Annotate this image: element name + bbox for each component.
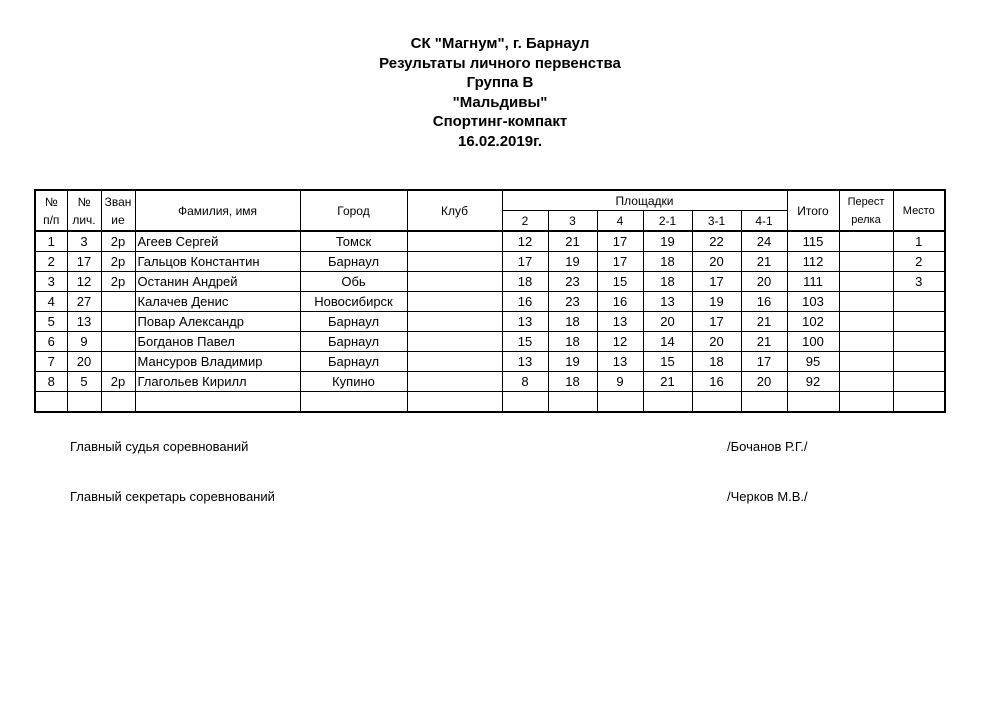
cell-score: 18 [548,372,597,392]
cell-club [407,332,502,352]
cell-place [893,292,945,312]
cell-shootoff [839,312,893,332]
cell-score: 24 [741,231,787,252]
cell-score: 18 [548,312,597,332]
cell-city: Барнаул [300,312,407,332]
cell-rank: 2р [101,272,135,292]
cell-place [893,312,945,332]
cell-score: 14 [643,332,692,352]
cell-place: 1 [893,231,945,252]
cell-place: 3 [893,272,945,292]
cell-score: 16 [502,292,548,312]
cell-score: 13 [502,312,548,332]
cell-score: 15 [597,272,643,292]
cell-city: Новосибирск [300,292,407,312]
cell-score: 19 [692,292,741,312]
cell-score: 18 [548,332,597,352]
cell-name: Глагольев Кирилл [135,372,300,392]
cell-license: 17 [67,252,101,272]
cell-name [135,392,300,413]
table-row [35,231,945,252]
cell-name: Агеев Сергей [135,231,300,252]
cell-total: 102 [787,312,839,332]
cell-total: 95 [787,352,839,372]
judge-name: /Бочанов Р.Г./ [727,439,808,454]
header-group: Группа В [466,74,534,91]
cell-score: 21 [548,231,597,252]
cell-score: 17 [597,252,643,272]
cell-city: Барнаул [300,332,407,352]
cell-license: 13 [67,312,101,332]
cell-total: 100 [787,332,839,352]
cell-score: 16 [741,292,787,312]
document-header [0,34,1000,151]
cell-score: 21 [741,252,787,272]
cell-rank [101,312,135,332]
table-row [35,372,945,392]
header-discipline: Спортинг-компакт [432,113,568,130]
cell-total: 115 [787,231,839,252]
cell-score [548,392,597,413]
cell-score: 13 [643,292,692,312]
header-num: № п/п [35,190,67,231]
cell-score: 20 [643,312,692,332]
cell-rank: 2р [101,231,135,252]
cell-club [407,252,502,272]
header-name: Фамилия, имя [135,190,300,231]
cell-club [407,272,502,292]
cell-score: 19 [548,252,597,272]
cell-shootoff [839,372,893,392]
cell-number: 5 [35,312,67,332]
cell-score: 19 [548,352,597,372]
cell-score: 15 [643,352,692,372]
secretary-label: Главный секретарь соревнований [70,489,275,504]
cell-score: 20 [741,272,787,292]
results-table [34,189,946,413]
cell-club [407,392,502,413]
cell-city: Барнаул [300,352,407,372]
cell-score: 17 [741,352,787,372]
cell-shootoff [839,272,893,292]
cell-license: 27 [67,292,101,312]
cell-rank [101,292,135,312]
cell-score [692,392,741,413]
cell-score: 15 [502,332,548,352]
cell-shootoff [839,231,893,252]
cell-score: 21 [643,372,692,392]
cell-shootoff [839,392,893,413]
cell-club [407,312,502,332]
cell-score: 13 [597,312,643,332]
cell-city [300,392,407,413]
cell-score: 19 [643,231,692,252]
cell-number: 4 [35,292,67,312]
cell-city: Обь [300,272,407,292]
cell-score: 18 [502,272,548,292]
cell-city: Томск [300,231,407,252]
cell-place: 2 [893,252,945,272]
cell-total: 103 [787,292,839,312]
header-area-col: 3 [548,211,597,232]
cell-score: 16 [692,372,741,392]
cell-club [407,352,502,372]
header-area-col: 2-1 [643,211,692,232]
cell-score: 17 [692,272,741,292]
cell-score [502,392,548,413]
cell-score: 8 [502,372,548,392]
cell-name: Повар Александр [135,312,300,332]
cell-number: 8 [35,372,67,392]
table-row [35,392,945,413]
cell-score: 17 [597,231,643,252]
cell-score: 13 [597,352,643,372]
cell-shootoff [839,332,893,352]
cell-license: 3 [67,231,101,252]
cell-score: 22 [692,231,741,252]
cell-rank: 2р [101,252,135,272]
cell-score: 23 [548,292,597,312]
cell-score: 20 [741,372,787,392]
cell-number: 3 [35,272,67,292]
cell-place [893,332,945,352]
cell-club [407,231,502,252]
cell-score [741,392,787,413]
cell-score: 16 [597,292,643,312]
cell-score [597,392,643,413]
cell-score: 17 [692,312,741,332]
cell-license: 9 [67,332,101,352]
cell-score: 13 [502,352,548,372]
cell-city: Купино [300,372,407,392]
table-row [35,352,945,372]
cell-club [407,292,502,312]
secretary-name: /Черков М.В./ [727,489,808,504]
header-club: Клуб [407,190,502,231]
cell-score: 18 [692,352,741,372]
cell-shootoff [839,352,893,372]
cell-place [893,392,945,413]
table-row [35,312,945,332]
header-club: СК "Магнум", г. Барнаул [410,35,590,52]
cell-city: Барнаул [300,252,407,272]
header-rank: Зван ие [101,190,135,231]
cell-number: 7 [35,352,67,372]
table-row [35,332,945,352]
cell-name: Останин Андрей [135,272,300,292]
header-license: № лич. [67,190,101,231]
table-row [35,272,945,292]
judge-label: Главный судья соревнований [70,439,249,454]
cell-score [643,392,692,413]
cell-score: 20 [692,252,741,272]
cell-name: Мансуров Владимир [135,352,300,372]
header-total: Итого [787,190,839,231]
cell-score: 18 [643,272,692,292]
cell-number: 1 [35,231,67,252]
cell-shootoff [839,252,893,272]
header-place: Место [893,190,945,231]
cell-license: 12 [67,272,101,292]
cell-rank [101,332,135,352]
header-area-col: 2 [502,211,548,232]
header-area-col: 4-1 [741,211,787,232]
cell-place [893,372,945,392]
header-area-col: 3-1 [692,211,741,232]
cell-score: 21 [741,332,787,352]
table-row [35,252,945,272]
cell-club [407,372,502,392]
cell-license: 20 [67,352,101,372]
cell-name: Гальцов Константин [135,252,300,272]
cell-license: 5 [67,372,101,392]
cell-license [67,392,101,413]
header-title: Результаты личного первенства [379,54,621,72]
header-areas: Площадки [502,190,787,211]
cell-score: 23 [548,272,597,292]
cell-number: 2 [35,252,67,272]
header-area-col: 4 [597,211,643,232]
header-shootoff: Перест релка [839,190,893,231]
cell-name: Калачев Денис [135,292,300,312]
cell-place [893,352,945,372]
header-date: 16.02.2019г. [458,132,542,150]
header-city: Город [300,190,407,231]
cell-number [35,392,67,413]
cell-score: 20 [692,332,741,352]
cell-score: 17 [502,252,548,272]
cell-score: 18 [643,252,692,272]
cell-total: 112 [787,252,839,272]
cell-total [787,392,839,413]
cell-name: Богданов Павел [135,332,300,352]
cell-rank [101,352,135,372]
cell-rank [101,392,135,413]
cell-number: 6 [35,332,67,352]
cell-score: 21 [741,312,787,332]
cell-score: 9 [597,372,643,392]
cell-shootoff [839,292,893,312]
header-location: "Мальдивы" [452,93,548,111]
cell-total: 92 [787,372,839,392]
table-row [35,292,945,312]
cell-rank: 2р [101,372,135,392]
cell-total: 111 [787,272,839,292]
cell-score: 12 [502,231,548,252]
cell-score: 12 [597,332,643,352]
